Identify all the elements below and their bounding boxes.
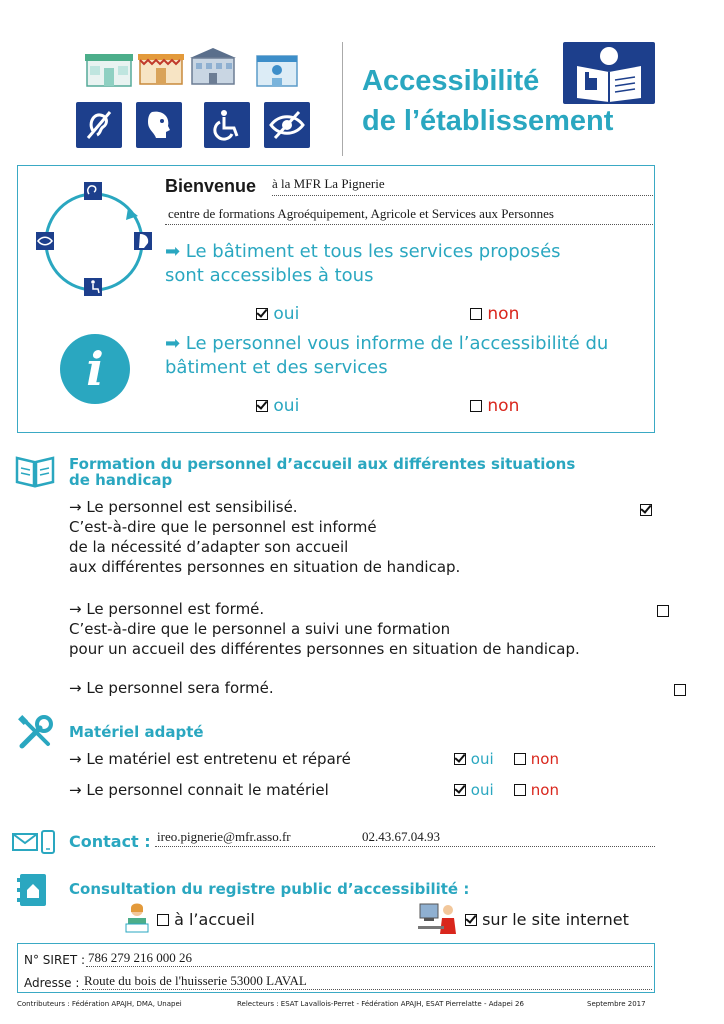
- non-label: non: [530, 750, 559, 768]
- materiel-item2: → Le personnel connait le matériel: [69, 781, 329, 799]
- item2-line1: C’est-à-dire que le personnel a suivi une formation: [69, 620, 451, 638]
- building-accessible-text: [165, 240, 561, 288]
- item1-title: → Le personnel est sensibilisé.: [69, 498, 298, 516]
- school-building-icon: [188, 46, 238, 86]
- materiel-item1-non[interactable]: [514, 749, 559, 769]
- siret-label: N° SIRET :: [24, 953, 86, 967]
- adresse-dotline: [82, 989, 652, 990]
- q1-oui-label: oui: [273, 304, 300, 324]
- visual-disability-icon: [264, 102, 310, 148]
- staff-informs-text: [165, 332, 608, 380]
- checkbox-empty-icon: [470, 308, 482, 320]
- checkbox-empty-icon: [514, 753, 526, 765]
- wheelchair-icon: [204, 102, 250, 148]
- page-title-line1: Accessibilité: [362, 65, 540, 97]
- book-icon: [14, 452, 56, 488]
- easy-read-logo-icon: [563, 42, 655, 104]
- registre-heading: Consultation du registre public d’accessibilité :: [69, 880, 470, 898]
- item2-title: → Le personnel est formé.: [69, 600, 265, 618]
- mental-disability-icon: [136, 102, 182, 148]
- siret-dotline: [86, 966, 652, 967]
- item1-checkbox[interactable]: [640, 504, 652, 516]
- registre-option-accueil[interactable]: [157, 910, 255, 930]
- oui-label: oui: [470, 781, 494, 799]
- welcome-line: [165, 176, 653, 196]
- page-title-line2: de l’établissement: [362, 105, 614, 137]
- adresse-value: Route du bois de l'huisserie 53000 LAVAL: [84, 973, 307, 988]
- shop-building-icon: [136, 46, 186, 86]
- option-internet-label: sur le site internet: [482, 910, 629, 929]
- q1-line1: ➡ Le bâtiment et tous les services proposés: [165, 241, 561, 262]
- siret-value: 786 279 216 000 26: [88, 950, 192, 965]
- footer-contributeurs: Contributeurs : Fédération APAJH, DMA, Unapei: [17, 1000, 182, 1008]
- checkbox-checked-icon: [256, 400, 268, 412]
- checkbox-empty-icon: [470, 400, 482, 412]
- oui-label: oui: [470, 750, 494, 768]
- formation-heading-line2: de handicap: [69, 471, 173, 489]
- checkbox-checked-icon: [454, 753, 466, 765]
- formation-heading: Formation du personnel d’accueil aux différentes situations: [69, 455, 576, 473]
- q2-non-label: non: [487, 396, 520, 416]
- item3-checkbox[interactable]: [674, 684, 686, 696]
- materiel-heading: Matériel adapté: [69, 723, 204, 741]
- registry-book-icon: [16, 872, 50, 908]
- tools-icon: [16, 714, 54, 752]
- q2-oui-option[interactable]: [256, 396, 299, 416]
- establishment-name: à la MFR La Pignerie: [272, 176, 385, 191]
- q2-line2: bâtiment et des services: [165, 357, 388, 378]
- reading-person-icon: [122, 902, 152, 936]
- checkbox-empty-icon: [514, 784, 526, 796]
- item1-line1: C’est-à-dire que le personnel est informé: [69, 518, 377, 536]
- footer-relecteurs: Relecteurs : ESAT Lavallois-Perret - Fédération APAJH, ESAT Pierrelatte - Adapei 26: [237, 1000, 524, 1008]
- welcome-dotline: [272, 195, 653, 196]
- checkbox-checked-icon: [454, 784, 466, 796]
- q1-oui-option[interactable]: [256, 304, 299, 324]
- formation-item2: [69, 599, 580, 659]
- q2-oui-label: oui: [273, 396, 300, 416]
- item2-line2: pour un accueil des différentes personnes en situation de handicap.: [69, 640, 580, 658]
- formation-item1: [69, 497, 460, 577]
- bienvenue-label: Bienvenue: [165, 176, 257, 196]
- item1-line2: de la nécessité d’adapter son accueil: [69, 538, 349, 556]
- q1-non-option[interactable]: [470, 304, 519, 324]
- materiel-item1: → Le matériel est entretenu et réparé: [69, 750, 351, 768]
- q2-non-option[interactable]: [470, 396, 519, 416]
- header-divider: [342, 42, 343, 156]
- footer-date: Septembre 2017: [587, 1000, 646, 1008]
- post-office-building-icon: [252, 48, 302, 88]
- formation-item3: → Le personnel sera formé.: [69, 679, 274, 697]
- subtitle-dotline: [165, 224, 653, 225]
- computer-user-icon: [418, 900, 460, 936]
- mail-phone-icon: [12, 830, 58, 854]
- checkbox-checked-icon: [465, 914, 477, 926]
- item2-checkbox[interactable]: [657, 605, 669, 617]
- q2-line1: ➡ Le personnel vous informe de l’accessibilité du: [165, 333, 609, 354]
- contact-dotline: [155, 846, 655, 847]
- contact-phone[interactable]: 02.43.67.04.93: [362, 829, 440, 844]
- registre-option-internet[interactable]: [465, 910, 629, 930]
- checkbox-checked-icon: [256, 308, 268, 320]
- non-label: non: [530, 781, 559, 799]
- hearing-disability-icon: [76, 102, 122, 148]
- contact-email[interactable]: ireo.pignerie@mfr.asso.fr: [157, 829, 291, 844]
- option-accueil-label: à l’accueil: [174, 910, 255, 929]
- materiel-item2-oui[interactable]: [454, 780, 494, 800]
- q1-line2: sont accessibles à tous: [165, 265, 374, 286]
- contact-label: Contact :: [69, 832, 151, 851]
- checkbox-empty-icon: [157, 914, 169, 926]
- info-icon: i: [60, 334, 130, 404]
- establishment-subtitle: centre de formations Agroéquipement, Agricole et Services aux Personnes: [168, 206, 554, 221]
- item1-line3: aux différentes personnes en situation de handicap.: [69, 558, 461, 576]
- pharmacy-building-icon: [84, 48, 134, 88]
- accessibility-cycle-diagram: [32, 178, 156, 302]
- adresse-label: Adresse :: [24, 976, 80, 990]
- materiel-item2-non[interactable]: [514, 780, 559, 800]
- q1-non-label: non: [487, 304, 520, 324]
- materiel-item1-oui[interactable]: [454, 749, 494, 769]
